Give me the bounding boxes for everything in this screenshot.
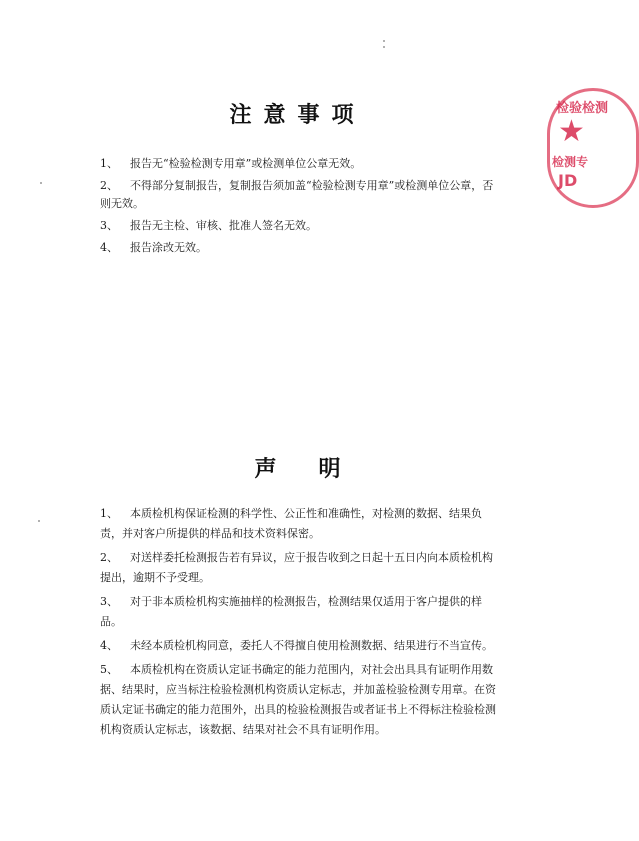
notice-item-text: 报告涂改无效。	[130, 241, 207, 254]
star-icon: ★	[558, 114, 585, 149]
declaration-item	[100, 592, 498, 632]
notice-item-text: 报告无“检验检测专用章”或检测单位公章无效。	[130, 157, 362, 170]
scan-speck	[38, 520, 40, 522]
scan-speck	[40, 182, 42, 184]
notice-title: 注意事项	[229, 102, 366, 128]
declaration-item-number: 2、	[100, 551, 118, 564]
stamp-code: JD	[558, 171, 578, 190]
notice-list	[100, 155, 500, 261]
notice-item	[100, 239, 500, 257]
notice-item-text: 报告无主检、审核、批准人签名无效。	[130, 219, 317, 232]
declaration-item-text: 本质检机构保证检测的科学性、公正性和准确性，对检测的数据、结果负责，并对客户所提供的样品和技术资料保密。	[100, 507, 482, 540]
inspection-stamp	[547, 88, 639, 208]
declaration-item-number: 4、	[100, 639, 118, 652]
declaration-item	[100, 504, 498, 544]
notice-item-number: 4、	[100, 241, 118, 254]
declaration-item	[100, 660, 498, 740]
declaration-list	[100, 504, 498, 744]
notice-item-text: 不得部分复制报告，复制报告须加盖“检验检测专用章”或检测单位公章，否则无效。	[100, 179, 494, 210]
declaration-item-text: 本质检机构在资质认定证书确定的能力范围内，对社会出具具有证明作用数据、结果时，应当标注检验检测机构资质认定标志，并加盖检验检测专用章。在资质认定证书确定的能力范围外，出具的检验检测报告或者证书上不得标注检验检测机构资质认定标志，该数据、结果对社会不具有证明作用。	[100, 663, 496, 736]
notice-item-number: 1、	[100, 157, 118, 170]
declaration-title: 声明	[254, 456, 383, 482]
declaration-item	[100, 548, 498, 588]
declaration-item-text: 对于非本质检机构实施抽样的检测报告，检测结果仅适用于客户提供的样品。	[100, 595, 482, 628]
notice-item	[100, 217, 500, 235]
declaration-item	[100, 636, 498, 656]
notice-item-number: 2、	[100, 179, 118, 192]
declaration-item-text: 未经本质检机构同意，委托人不得擅自使用检测数据、结果进行不当宣传。	[130, 639, 493, 652]
declaration-item-number: 5、	[100, 663, 118, 676]
scan-speck	[383, 40, 385, 42]
declaration-item-text: 对送样委托检测报告若有异议，应于报告收到之日起十五日内向本质检机构提出，逾期不予受理。	[100, 551, 493, 584]
notice-item-number: 3、	[100, 219, 118, 232]
stamp-top-text: 检验检测	[556, 101, 609, 116]
declaration-item-number: 1、	[100, 507, 118, 520]
notice-item	[100, 155, 500, 173]
scan-speck	[383, 46, 385, 48]
stamp-mid-text: 检测专	[552, 155, 589, 169]
declaration-item-number: 3、	[100, 595, 118, 608]
notice-item	[100, 177, 500, 213]
